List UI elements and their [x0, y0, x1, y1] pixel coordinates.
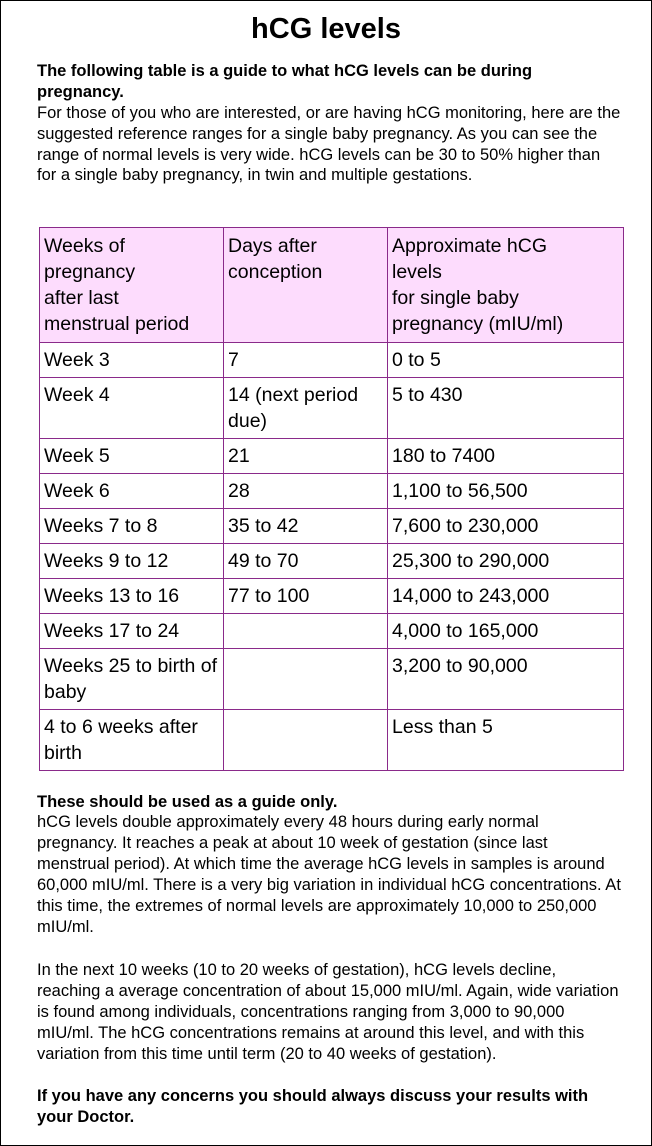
header-line: Approximate hCG [392, 235, 547, 257]
cell-hcg: 25,300 to 290,000 [388, 544, 624, 579]
cell-weeks: Week 3 [40, 343, 224, 378]
cell-hcg: 180 to 7400 [388, 439, 624, 474]
guide-paragraph-2: In the next 10 weeks (10 to 20 weeks of gestation), hCG levels decline, reaching a average concentration of about 15,000 mIU/ml. Again, wide variation is found among individuals, concentrations ranging from 3,000 to 90,000 mIU/ml. The hCG concentrations remains at around this level, and with this variation from this time until term (20 to 40 weeks of gestation). [37, 961, 619, 1063]
cell-weeks: Weeks 13 to 16 [40, 579, 224, 614]
cell-hcg: 0 to 5 [388, 343, 624, 378]
cell-hcg: Less than 5 [388, 710, 624, 771]
cell-weeks: Week 4 [40, 378, 224, 439]
intro-paragraph: For those of you who are interested, or are having hCG monitoring, here are the suggested reference ranges for a single baby pregnancy. As you can see the range of normal levels is very wide. hCG levels can be 30 to 50% higher than for a single baby pregnancy, in twin and multiple gestations. [37, 104, 621, 185]
table-row [40, 378, 624, 439]
cell-hcg: 14,000 to 243,000 [388, 579, 624, 614]
table-row [40, 579, 624, 614]
page-title: hCG levels [251, 13, 401, 45]
cell-weeks: Week 6 [40, 474, 224, 509]
cell-days: 7 [224, 343, 388, 378]
cell-days [224, 649, 388, 710]
cell-hcg: 7,600 to 230,000 [388, 509, 624, 544]
header-hcg [388, 228, 624, 343]
cell-hcg: 3,200 to 90,000 [388, 649, 624, 710]
header-line: menstrual period [44, 313, 190, 335]
table-row [40, 544, 624, 579]
hcg-levels-table [39, 227, 624, 771]
cell-days: 28 [224, 474, 388, 509]
header-line: for single baby [392, 287, 519, 309]
cell-days: 35 to 42 [224, 509, 388, 544]
guide-heading: These should be used as a guide only. [37, 793, 338, 811]
cell-hcg: 5 to 430 [388, 378, 624, 439]
cell-weeks: Weeks 9 to 12 [40, 544, 224, 579]
header-line: conception [228, 261, 323, 283]
cell-weeks: Weeks 17 to 24 [40, 614, 224, 649]
cell-days: 77 to 100 [224, 579, 388, 614]
guide-paragraph-1: hCG levels double approximately every 48 hours during early normal pregnancy. It reaches a peak at about 10 week of gestation (since last menstrual period). At which time the average hCG levels in samples is around 60,000 mIU/ml. There is a very big variation in individual hCG concentrations. At this time, the extremes of normal levels are approximately 10,000 to 250,000 mIU/ml. [37, 813, 621, 936]
cell-weeks: 4 to 6 weeks after birth [40, 710, 224, 771]
header-line: pregnancy [44, 261, 136, 283]
cell-days [224, 710, 388, 771]
table-row [40, 614, 624, 649]
cell-days [224, 614, 388, 649]
header-line: Weeks of [44, 235, 125, 257]
header-line: after last [44, 287, 119, 309]
header-line: pregnancy (mIU/ml) [392, 313, 564, 335]
closing-note: If you have any concerns you should always discuss your results with your Doctor. [37, 1087, 589, 1126]
table-row [40, 474, 624, 509]
table-header-row [40, 228, 624, 343]
table-row [40, 343, 624, 378]
cell-hcg: 4,000 to 165,000 [388, 614, 624, 649]
cell-days: 21 [224, 439, 388, 474]
cell-days: 49 to 70 [224, 544, 388, 579]
cell-weeks: Week 5 [40, 439, 224, 474]
cell-days: 14 (next period due) [224, 378, 388, 439]
cell-weeks: Weeks 25 to birth of baby [40, 649, 224, 710]
cell-weeks: Weeks 7 to 8 [40, 509, 224, 544]
table-row [40, 710, 624, 771]
cell-hcg: 1,100 to 56,500 [388, 474, 624, 509]
header-line: Days after [228, 235, 317, 257]
header-weeks [40, 228, 224, 343]
table-row [40, 439, 624, 474]
intro-heading: The following table is a guide to what hCG levels can be during pregnancy. [37, 62, 533, 101]
table-row [40, 509, 624, 544]
table-row [40, 649, 624, 710]
header-days [224, 228, 388, 343]
header-line: levels [392, 261, 442, 283]
